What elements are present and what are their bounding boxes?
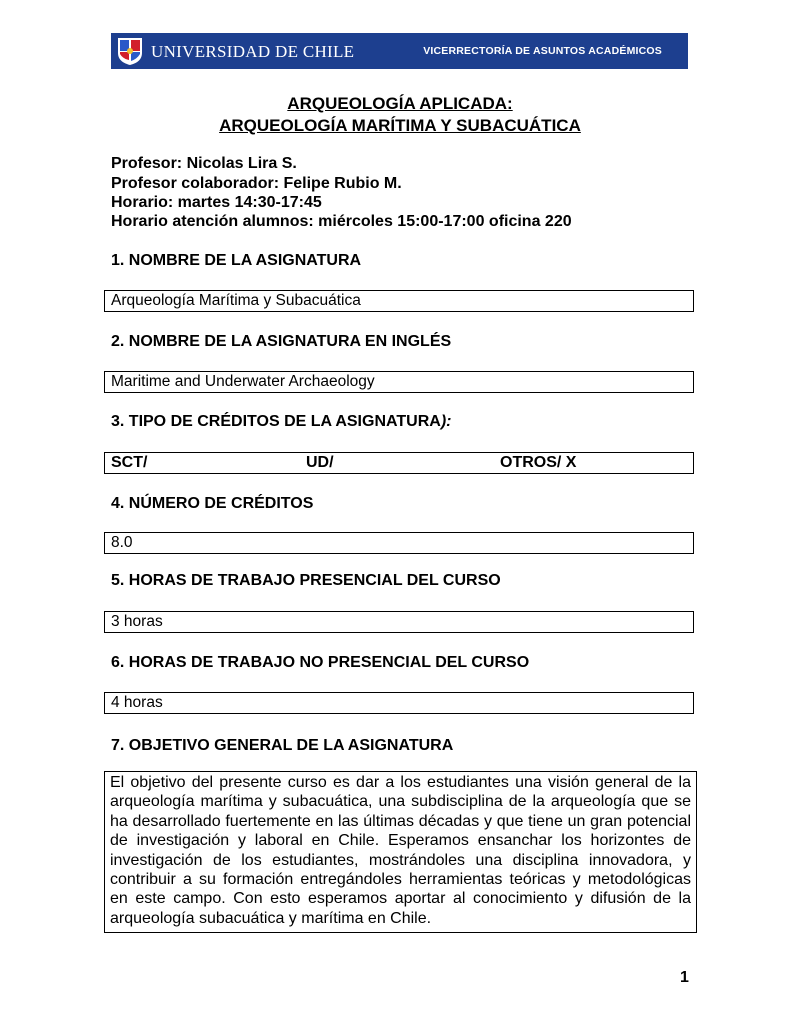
office-name: VICERRECTORÍA DE ASUNTOS ACADÉMICOS: [423, 45, 662, 57]
office-hours: Horario atención alumnos: miércoles 15:00-17:00 oficina 220: [111, 213, 572, 230]
section-4-heading: 4. NÚMERO DE CRÉDITOS: [111, 495, 314, 512]
section-6-value: 4 horas: [104, 692, 694, 714]
section-6-heading: 6. HORAS DE TRABAJO NO PRESENCIAL DEL CURSO: [111, 654, 530, 671]
section-5-heading: 5. HORAS DE TRABAJO PRESENCIAL DEL CURSO: [111, 572, 501, 589]
section-3-heading-suffix: ):: [440, 413, 452, 430]
section-3-heading: [111, 413, 451, 431]
course-title-line1: ARQUEOLOGÍA APLICADA:: [287, 94, 513, 113]
collaborator: Profesor colaborador: Felipe Rubio M.: [111, 175, 402, 192]
section-5-value: 3 horas: [104, 611, 694, 633]
section-7-heading: 7. OBJETIVO GENERAL DE LA ASIGNATURA: [111, 737, 454, 754]
section-3-heading-text: 3. TIPO DE CRÉDITOS DE LA ASIGNATURA: [111, 413, 441, 430]
university-name: UNIVERSIDAD DE CHILE: [151, 42, 355, 61]
schedule: Horario: martes 14:30-17:45: [111, 194, 322, 211]
section-2-value: Maritime and Underwater Archaeology: [104, 371, 694, 393]
section-1-value: Arqueología Marítima y Subacuática: [104, 290, 694, 312]
section-7-objective: El objetivo del presente curso es dar a los estudiantes una visión general de la arqueología marítima y subacuática, una subdisciplina de la arqueología que se ha desarrollado fuertemente en las últimas décadas y que tiene un gran potencial de investigación y laboral en Chile. Esperamos ensanchar los horizontes de investigación de los estudiantes, mostrándoles una disciplina innovadora, y contribuir a su formación entregándoles herramientas teóricas y metodológicas en este campo. Con esto esperamos aportar al conocimiento y difusión de la arqueología subacuática y marítima en Chile.: [104, 771, 697, 933]
credit-type-box: [104, 452, 694, 474]
credit-sct: SCT/: [111, 454, 148, 471]
professor: Profesor: Nicolas Lira S.: [111, 155, 297, 172]
section-1-heading: 1. NOMBRE DE LA ASIGNATURA: [111, 252, 362, 269]
university-crest-icon: [117, 36, 143, 66]
credit-otros: OTROS/ X: [500, 454, 577, 471]
course-title-line2: ARQUEOLOGÍA MARÍTIMA Y SUBACUÁTICA: [219, 116, 581, 135]
page-number: 1: [680, 969, 689, 986]
header-banner: [111, 33, 688, 69]
credit-ud: UD/: [306, 454, 334, 471]
section-2-heading: 2. NOMBRE DE LA ASIGNATURA EN INGLÉS: [111, 333, 452, 350]
section-4-value: 8.0: [104, 532, 694, 554]
